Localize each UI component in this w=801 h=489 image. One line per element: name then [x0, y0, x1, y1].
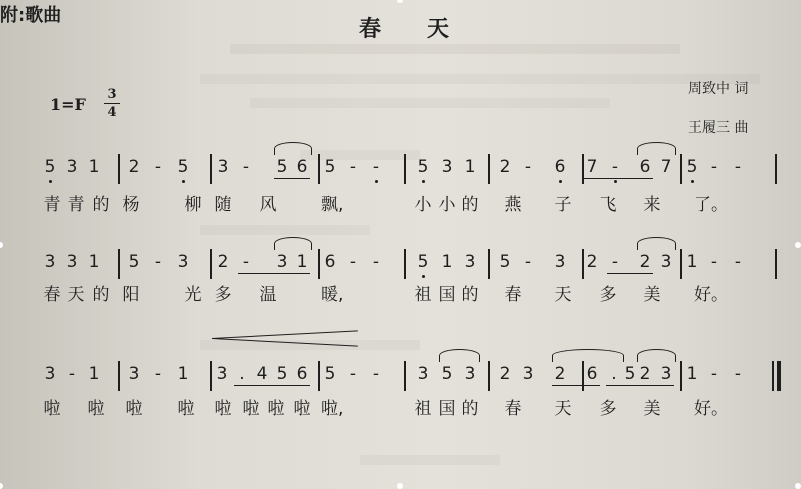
- note: 3: [464, 252, 476, 272]
- bar-line: [488, 361, 490, 391]
- octave-dot-low: [614, 180, 617, 183]
- lyricist-credit: 周致中 词: [688, 81, 749, 97]
- note: 2: [499, 157, 511, 177]
- time-signature: [104, 88, 120, 119]
- lyric-char: 青: [43, 195, 61, 215]
- meter-top: 3: [107, 87, 117, 102]
- bleed-through-smudge: [360, 455, 500, 465]
- note: 7: [660, 157, 672, 177]
- lyric-char: 杨: [122, 195, 140, 215]
- octave-dot-low: [691, 180, 694, 183]
- lyric-char: 的: [92, 195, 110, 215]
- note: 3: [660, 252, 672, 272]
- note: 3: [177, 252, 189, 272]
- note: 5: [276, 364, 288, 384]
- lyric-char: 多: [214, 285, 232, 305]
- octave-dot-low: [49, 180, 52, 183]
- note: 6: [586, 364, 598, 384]
- lyric-char: 啦: [43, 399, 61, 419]
- lyric-char: 多: [599, 399, 617, 419]
- lyric-char: 光: [184, 285, 202, 305]
- bar-line: [318, 154, 320, 184]
- dash-rest: -: [349, 252, 357, 272]
- bar-line: [118, 154, 120, 184]
- note: 1: [686, 364, 698, 384]
- lyric-char: 春: [504, 399, 522, 419]
- dash-rest: -: [734, 252, 742, 272]
- note: 1: [88, 252, 100, 272]
- note: 5: [417, 157, 429, 177]
- lyric-char: 暖,: [321, 285, 344, 305]
- lyric-char: 啦: [242, 399, 260, 419]
- dash-rest: -: [372, 252, 380, 272]
- slur: [637, 349, 676, 362]
- eighth-note-underline: [552, 385, 600, 386]
- lyric-char: 柳: [184, 195, 202, 215]
- lyric-char: 子: [554, 195, 572, 215]
- lyric-char: 啦: [293, 399, 311, 419]
- dash-rest: -: [154, 252, 162, 272]
- octave-dot-low: [375, 180, 378, 183]
- note: 5: [417, 252, 429, 272]
- note: 1: [177, 364, 189, 384]
- lyric-char: 随: [214, 195, 232, 215]
- octave-dot-low: [182, 180, 185, 183]
- lyric-char: 小: [414, 195, 432, 215]
- lyric-char: 美: [643, 399, 661, 419]
- song-title: 春天: [359, 16, 496, 42]
- duration-dot: .: [239, 364, 245, 384]
- page-corner-mark: [0, 242, 3, 248]
- page-corner-mark: [795, 483, 801, 489]
- slur: [637, 142, 676, 155]
- slur: [637, 237, 676, 250]
- note: 6: [296, 364, 308, 384]
- lyric-char: 啦,: [321, 399, 344, 419]
- note: 2: [586, 252, 598, 272]
- note: 3: [217, 157, 229, 177]
- note: 3: [660, 364, 672, 384]
- note: 3: [216, 364, 228, 384]
- note: 3: [66, 252, 78, 272]
- lyric-char: 好。: [694, 399, 728, 419]
- note: 3: [417, 364, 429, 384]
- note: 3: [66, 157, 78, 177]
- note: 7: [586, 157, 598, 177]
- lyric-char: 的: [461, 285, 479, 305]
- lyric-char: 啦: [214, 399, 232, 419]
- lyric-char: 小: [438, 195, 456, 215]
- dash-rest: -: [154, 157, 162, 177]
- dash-rest: -: [734, 157, 742, 177]
- note: 2: [639, 252, 651, 272]
- final-bar-thick: [777, 361, 781, 391]
- page-corner-mark: [397, 0, 403, 3]
- note: 3: [522, 364, 534, 384]
- note: 1: [88, 157, 100, 177]
- bleed-through-smudge: [200, 340, 420, 350]
- bar-line: [210, 249, 212, 279]
- eighth-note-underline: [238, 273, 310, 274]
- bar-line: [680, 361, 682, 391]
- lyric-char: 了。: [694, 195, 728, 215]
- dash-rest: -: [68, 364, 76, 384]
- dash-rest: -: [242, 157, 250, 177]
- dash-rest: -: [524, 252, 532, 272]
- lyric-char: 啦: [125, 399, 143, 419]
- page-corner-mark: [795, 242, 801, 248]
- dash-rest: -: [372, 157, 380, 177]
- bar-line: [318, 249, 320, 279]
- eighth-note-underline: [584, 178, 653, 179]
- lyric-char: 国: [438, 285, 456, 305]
- note: 6: [296, 157, 308, 177]
- note: 5: [624, 364, 636, 384]
- bar-line: [582, 249, 584, 279]
- lyric-char: 啦: [267, 399, 285, 419]
- bar-line: [775, 154, 777, 184]
- lyric-char: 的: [92, 285, 110, 305]
- note: 5: [324, 364, 336, 384]
- bar-line: [404, 154, 406, 184]
- note: 2: [499, 364, 511, 384]
- note: 3: [276, 252, 288, 272]
- lyric-char: 国: [438, 399, 456, 419]
- note: 1: [464, 157, 476, 177]
- bar-line: [118, 361, 120, 391]
- octave-dot-low: [422, 275, 425, 278]
- note: 5: [44, 157, 56, 177]
- lyric-char: 青: [67, 195, 85, 215]
- crescendo-hairpin-upper: [212, 330, 358, 339]
- bleed-through-smudge: [200, 74, 760, 84]
- lyric-char: 祖: [414, 285, 432, 305]
- note: 2: [554, 364, 566, 384]
- note: 5: [324, 157, 336, 177]
- bar-line: [775, 249, 777, 279]
- lyric-char: 啦: [177, 399, 195, 419]
- bleed-through-smudge: [200, 225, 370, 235]
- note: 5: [499, 252, 511, 272]
- page-corner-mark: [397, 483, 403, 489]
- bar-line: [210, 361, 212, 391]
- note: 2: [639, 364, 651, 384]
- bar-line: [210, 154, 212, 184]
- note: 1: [296, 252, 308, 272]
- bar-line: [582, 361, 584, 391]
- dash-rest: -: [154, 364, 162, 384]
- slur: [552, 349, 624, 362]
- lyric-char: 春: [504, 285, 522, 305]
- dash-rest: -: [734, 364, 742, 384]
- note: 6: [554, 157, 566, 177]
- dash-rest: -: [611, 157, 619, 177]
- lyric-char: 的: [461, 195, 479, 215]
- lyric-char: 多: [599, 285, 617, 305]
- meter-bar: [104, 103, 120, 104]
- bar-line: [680, 249, 682, 279]
- bar-line: [118, 249, 120, 279]
- note: 5: [177, 157, 189, 177]
- lyric-char: 天: [554, 399, 572, 419]
- lyric-char: 春: [43, 285, 61, 305]
- note: 5: [276, 157, 288, 177]
- lyric-char: 天: [554, 285, 572, 305]
- dash-rest: -: [524, 157, 532, 177]
- octave-dot-low: [422, 180, 425, 183]
- lyric-char: 风: [259, 195, 277, 215]
- note: 3: [464, 364, 476, 384]
- bar-line: [772, 361, 774, 391]
- lyric-char: 啦: [87, 399, 105, 419]
- bar-line: [404, 361, 406, 391]
- lyric-char: 天: [67, 285, 85, 305]
- slur: [274, 237, 312, 250]
- eighth-note-underline: [607, 273, 653, 274]
- note: 1: [441, 252, 453, 272]
- lyric-char: 飘,: [321, 195, 344, 215]
- bar-line: [488, 154, 490, 184]
- slur: [439, 349, 480, 362]
- octave-dot-low: [559, 180, 562, 183]
- duration-dot: .: [611, 364, 617, 384]
- note: 4: [256, 364, 268, 384]
- lyric-char: 飞: [599, 195, 617, 215]
- note: 5: [686, 157, 698, 177]
- dash-rest: -: [611, 252, 619, 272]
- note: 6: [324, 252, 336, 272]
- eighth-note-underline: [606, 385, 638, 386]
- dash-rest: -: [349, 157, 357, 177]
- eighth-note-underline: [637, 385, 674, 386]
- note: 3: [441, 157, 453, 177]
- bar-line: [488, 249, 490, 279]
- lyric-char: 的: [461, 399, 479, 419]
- page-corner-mark: [0, 483, 3, 489]
- dash-rest: -: [372, 364, 380, 384]
- note: 3: [44, 252, 56, 272]
- lyric-char: 燕: [504, 195, 522, 215]
- note: 1: [686, 252, 698, 272]
- dash-rest: -: [242, 252, 250, 272]
- note: 2: [217, 252, 229, 272]
- bleed-through-smudge: [230, 44, 680, 54]
- lyric-char: 阳: [122, 285, 140, 305]
- dash-rest: -: [710, 157, 718, 177]
- slur: [274, 142, 312, 155]
- note: 5: [441, 364, 453, 384]
- eighth-note-underline: [234, 385, 310, 386]
- bar-line: [318, 361, 320, 391]
- appendix-label: 附:歌曲: [0, 5, 62, 26]
- note: 6: [639, 157, 651, 177]
- lyric-char: 好。: [694, 285, 728, 305]
- composer-credit: 王履三 曲: [688, 120, 749, 136]
- bleed-through-smudge: [250, 98, 610, 108]
- note: 2: [128, 157, 140, 177]
- bar-line: [680, 154, 682, 184]
- dash-rest: -: [710, 252, 718, 272]
- note: 3: [554, 252, 566, 272]
- bar-line: [582, 154, 584, 184]
- key-signature: 1=F: [50, 95, 86, 114]
- eighth-note-underline: [274, 178, 310, 179]
- note: 5: [128, 252, 140, 272]
- bar-line: [404, 249, 406, 279]
- note: 3: [44, 364, 56, 384]
- note: 3: [128, 364, 140, 384]
- dash-rest: -: [710, 364, 718, 384]
- lyric-char: 美: [643, 285, 661, 305]
- meter-bottom: 4: [107, 105, 117, 120]
- lyric-char: 来: [643, 195, 661, 215]
- dash-rest: -: [349, 364, 357, 384]
- lyric-char: 祖: [414, 399, 432, 419]
- note: 1: [88, 364, 100, 384]
- lyric-char: 温: [259, 285, 277, 305]
